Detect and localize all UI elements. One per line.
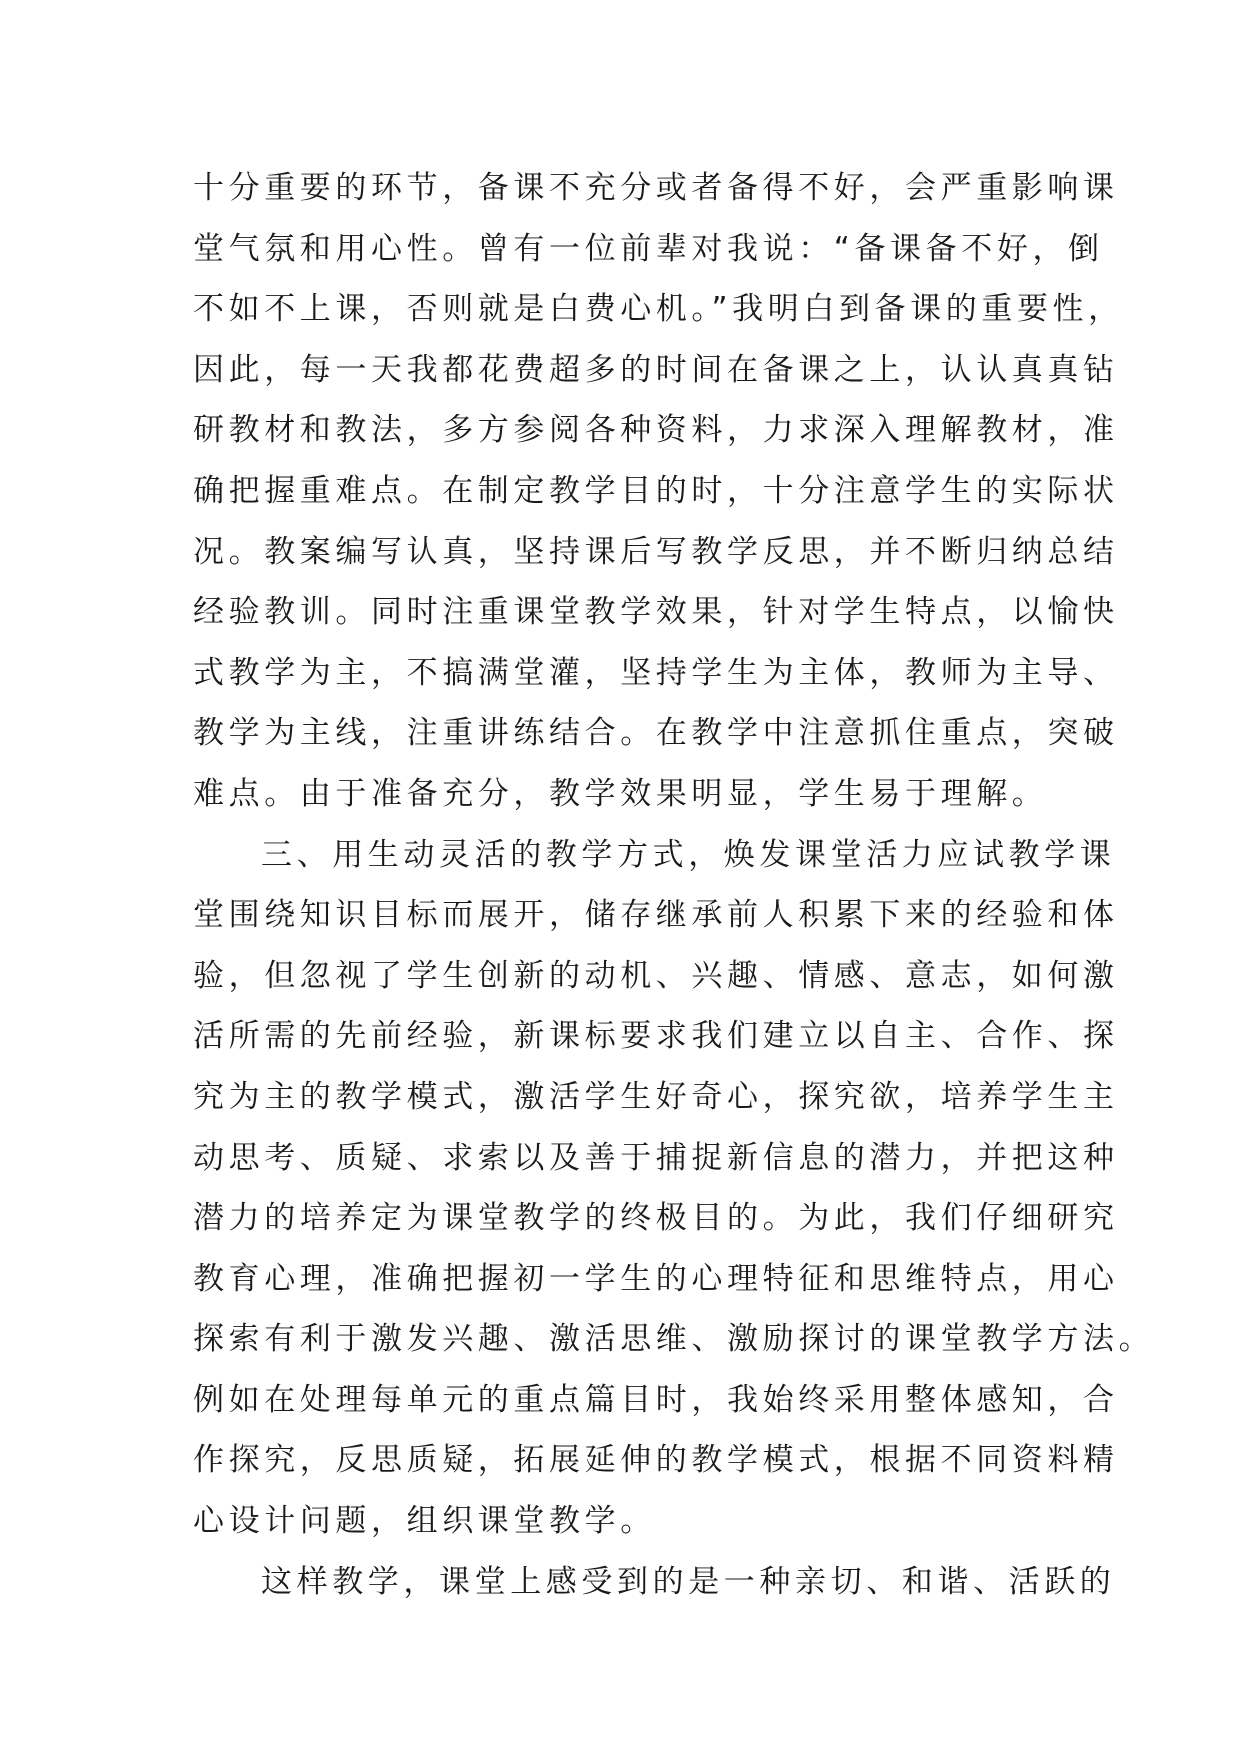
text-line: 堂围绕知识目标而展开，储存继承前人积累下来的经验和体 [193, 897, 1119, 934]
text-line: 究为主的教学模式，激活学生好奇心，探究欲，培养学生主 [193, 1078, 1119, 1115]
text-line: 式教学为主，不搞满堂灌，坚持学生为主体，教师为主导、 [193, 654, 1119, 691]
text-line: 潜力的培养定为课堂教学的终极目的。为此，我们仔细研究 [193, 1200, 1119, 1237]
text-line: 确把握重难点。在制定教学目的时，十分注意学生的实际状 [193, 472, 1119, 509]
text-line: 验，但忽视了学生创新的动机、兴趣、情感、意志，如何激 [193, 957, 1119, 994]
text-line: 探索有利于激发兴趣、激活思维、激励探讨的课堂教学方法。 [193, 1321, 1155, 1358]
text-line: 研教材和教法，多方参阅各种资料，力求深入理解教材，准 [193, 412, 1119, 449]
text-line: 活所需的先前经验，新课标要求我们建立以自主、合作、探 [193, 1018, 1119, 1055]
text-line: 教育心理，准确把握初一学生的心理特征和思维特点，用心 [193, 1260, 1119, 1297]
text-line: 堂气氛和用心性。曾有一位前辈对我说：“备课备不好，倒 [193, 230, 1104, 267]
text-line: 经验教训。同时注重课堂教学效果，针对学生特点，以愉快 [193, 594, 1119, 631]
body-text [193, 158, 1155, 1612]
text-line: 不如不上课，否则就是白费心机。”我明白到备课的重要性， [193, 291, 1124, 328]
text-line: 教学为主线，注重讲练结合。在教学中注意抓住重点，突破 [193, 715, 1119, 752]
text-line: 作探究，反思质疑，拓展延伸的教学模式，根据不同资料精 [193, 1442, 1119, 1479]
text-line: 心设计问题，组织课堂教学。 [193, 1503, 656, 1540]
text-line: 三、用生动灵活的教学方式，焕发课堂活力应试教学课 [261, 836, 1116, 873]
text-line: 例如在处理每单元的重点篇目时，我始终采用整体感知，合 [193, 1381, 1119, 1418]
text-line: 因此，每一天我都花费超多的时间在备课之上，认认真真钻 [193, 351, 1119, 388]
text-line: 况。教案编写认真，坚持课后写教学反思，并不断归纳总结 [193, 533, 1119, 570]
text-line: 动思考、质疑、求索以及善于捕捉新信息的潜力，并把这种 [193, 1139, 1119, 1176]
text-line: 十分重要的环节，备课不充分或者备得不好，会严重影响课 [193, 170, 1119, 206]
text-line: 难点。由于准备充分，教学效果明显，学生易于理解。 [193, 775, 1048, 812]
text-line: 这样教学，课堂上感受到的是一种亲切、和谐、活跃的 [261, 1563, 1116, 1600]
